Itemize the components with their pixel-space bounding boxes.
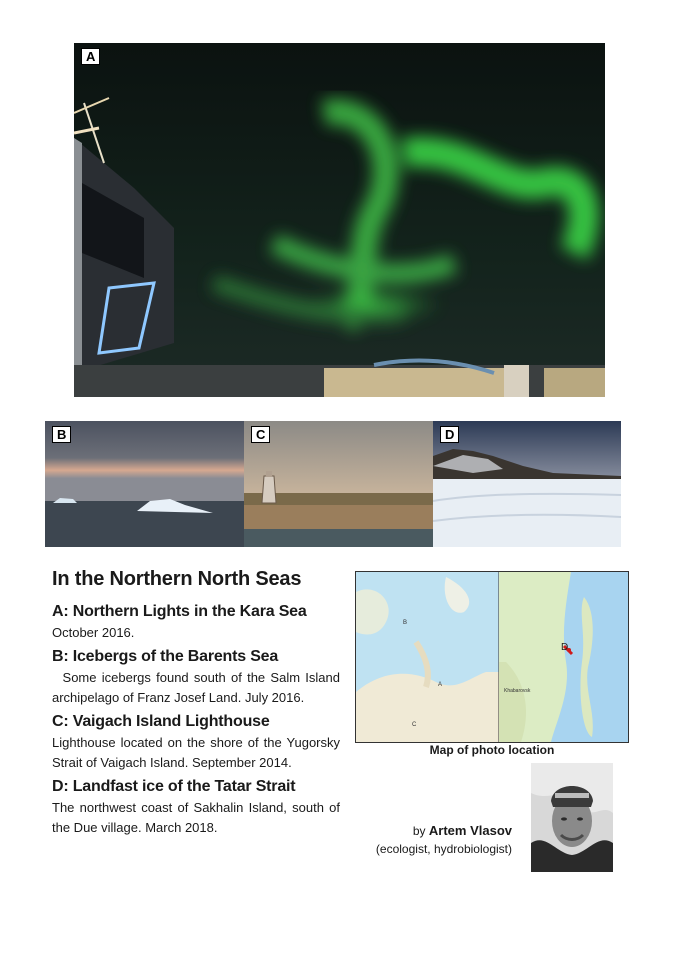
photo-d-label: D bbox=[440, 426, 459, 443]
photo-c-label: C bbox=[251, 426, 270, 443]
caption-c-title: C: Vaigach Island Lighthouse bbox=[52, 713, 270, 730]
icebergs-image bbox=[45, 421, 244, 547]
map-label-b: B bbox=[403, 620, 408, 626]
photo-lighthouse bbox=[244, 421, 433, 547]
caption-a-title: A: Northern Lights in the Kara Sea bbox=[52, 603, 307, 620]
caption-a-body: October 2016. bbox=[52, 625, 135, 640]
author-role: (ecologist, hydrobiologist) bbox=[375, 842, 512, 856]
map-label-d: D bbox=[561, 642, 569, 653]
lighthouse-image bbox=[244, 421, 433, 547]
author-prefix: by bbox=[412, 824, 426, 838]
map-label-a: A bbox=[438, 682, 443, 688]
photo-icebergs bbox=[45, 421, 244, 547]
map-caption: Map of photo location bbox=[429, 743, 555, 757]
map-image bbox=[356, 572, 628, 742]
caption-b-title: B: Icebergs of the Barents Sea bbox=[52, 648, 279, 665]
article-text bbox=[52, 568, 340, 843]
caption-b-body: Some icebergs found south of the Salm Island archipelago of Franz Josef Land. July 2016. bbox=[52, 670, 340, 705]
portrait-image bbox=[531, 763, 613, 872]
photo-b-label: B bbox=[52, 426, 71, 443]
location-map bbox=[355, 571, 629, 743]
caption-d-body: The northwest coast of Sakhalin Island, south of the Due village. March 2018. bbox=[52, 800, 340, 835]
landfast-ice-image bbox=[433, 421, 621, 547]
photo-northern-lights bbox=[74, 43, 605, 397]
caption-c-body: Lighthouse located on the shore of the Yugorsky Strait of Vaigach Island. September 2014. bbox=[52, 735, 340, 770]
author-portrait bbox=[531, 763, 613, 872]
map-label-city: Khabarovsk bbox=[504, 688, 531, 694]
author-byline bbox=[360, 822, 512, 858]
page-title: In the Northern North Seas bbox=[52, 568, 302, 590]
photo-landfast-ice bbox=[433, 421, 621, 547]
caption-d-title: D: Landfast ice of the Tatar Strait bbox=[52, 778, 296, 795]
aurora-image bbox=[74, 43, 605, 397]
photo-a-label: A bbox=[81, 48, 100, 65]
map-label-c: C bbox=[412, 722, 417, 728]
author-name: Artem Vlasov bbox=[428, 823, 512, 838]
